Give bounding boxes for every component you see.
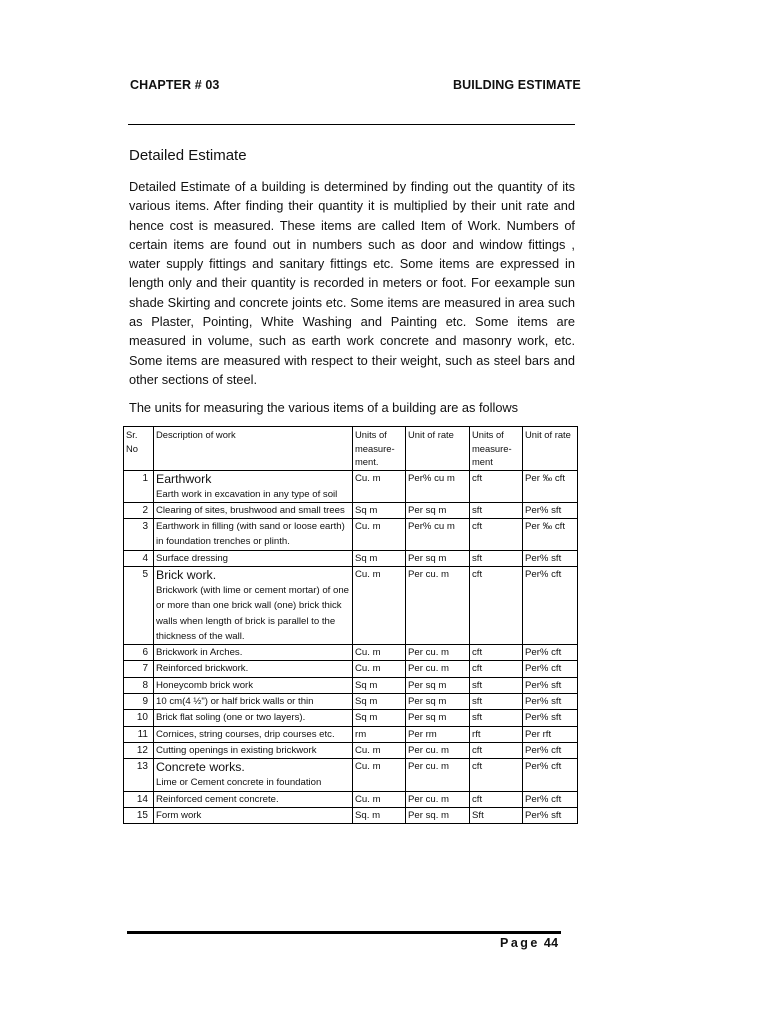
item-description: Surface dressing xyxy=(156,552,228,564)
cell-sr-no: 9 xyxy=(124,694,154,710)
table-row xyxy=(124,742,578,758)
cell-description xyxy=(154,550,353,566)
table-header-row xyxy=(124,427,578,471)
item-description: 10 cm(4 ½") or half brick walls or thin xyxy=(156,696,314,708)
page-label: Page xyxy=(500,936,540,950)
cell-rate-imperial: Per% cft xyxy=(523,645,578,661)
cell-rate-imperial: Per% cft xyxy=(523,742,578,758)
item-description: Brickwork (with lime or cement mortar) of one or more than one brick wall (one) brick thick walls when length of brick is parallel to the thickness of the wall. xyxy=(156,584,349,642)
cell-unit-metric: Sq m xyxy=(353,677,406,693)
cell-unit-imperial: sft xyxy=(470,694,523,710)
cell-sr-no: 11 xyxy=(124,726,154,742)
cell-unit-metric: Sq m xyxy=(353,550,406,566)
item-description: Earth work in excavation in any type of soil xyxy=(156,488,338,500)
cell-rate-imperial: Per ‰ cft xyxy=(523,470,578,502)
cell-rate-metric: Per cu. m xyxy=(406,661,470,677)
cell-unit-metric: Sq m xyxy=(353,694,406,710)
cell-rate-imperial: Per% sft xyxy=(523,502,578,518)
cell-rate-imperial: Per% sft xyxy=(523,677,578,693)
cell-sr-no: 12 xyxy=(124,742,154,758)
cell-unit-imperial: sft xyxy=(470,550,523,566)
cell-unit-metric: Cu. m xyxy=(353,742,406,758)
cell-rate-metric: Per sq m xyxy=(406,550,470,566)
cell-unit-metric: Cu. m xyxy=(353,519,406,551)
document-title: BUILDING ESTIMATE xyxy=(453,78,581,92)
cell-rate-metric: Per rm xyxy=(406,726,470,742)
cell-description xyxy=(154,645,353,661)
cell-rate-imperial: Per ‰ cft xyxy=(523,519,578,551)
cell-rate-imperial: Per% cft xyxy=(523,759,578,791)
cell-description xyxy=(154,807,353,823)
cell-unit-imperial: sft xyxy=(470,677,523,693)
cell-rate-metric: Per cu. m xyxy=(406,645,470,661)
table-row xyxy=(124,470,578,502)
table-row xyxy=(124,791,578,807)
cell-rate-metric: Per cu. m xyxy=(406,566,470,644)
cell-sr-no: 15 xyxy=(124,807,154,823)
cell-unit-metric: Cu. m xyxy=(353,661,406,677)
table-row xyxy=(124,519,578,551)
header-cell-rate-imperial: Unit of rate xyxy=(523,427,578,471)
cell-sr-no: 4 xyxy=(124,550,154,566)
cell-rate-metric: Per% cu m xyxy=(406,519,470,551)
cell-rate-imperial: Per% sft xyxy=(523,710,578,726)
page-number-value: 44 xyxy=(543,936,559,950)
cell-unit-metric: Sq m xyxy=(353,710,406,726)
cell-rate-imperial: Per% sft xyxy=(523,550,578,566)
cell-description xyxy=(154,791,353,807)
item-description: Earthwork in filling (with sand or loose earth) in foundation trenches or plinth. xyxy=(156,521,345,548)
table-row xyxy=(124,807,578,823)
section-title: Detailed Estimate xyxy=(129,147,247,164)
footer-rule xyxy=(127,931,561,934)
cell-rate-metric: Per sq. m xyxy=(406,807,470,823)
cell-rate-metric: Per cu. m xyxy=(406,759,470,791)
table-row xyxy=(124,710,578,726)
cell-description xyxy=(154,470,353,502)
cell-rate-imperial: Per% cft xyxy=(523,566,578,644)
item-heading: Brick work. xyxy=(156,567,217,582)
cell-rate-metric: Per cu. m xyxy=(406,791,470,807)
cell-unit-metric: Sq. m xyxy=(353,807,406,823)
cell-sr-no: 2 xyxy=(124,502,154,518)
cell-unit-imperial: rft xyxy=(470,726,523,742)
table-row xyxy=(124,502,578,518)
cell-unit-imperial: Sft xyxy=(470,807,523,823)
cell-description xyxy=(154,519,353,551)
cell-sr-no: 1 xyxy=(124,470,154,502)
cell-sr-no: 10 xyxy=(124,710,154,726)
header-cell-units-metric: Units of measure-ment. xyxy=(353,427,406,471)
cell-rate-imperial: Per% cft xyxy=(523,791,578,807)
cell-unit-imperial: sft xyxy=(470,710,523,726)
cell-rate-imperial: Per% sft xyxy=(523,694,578,710)
item-description: Clearing of sites, brushwood and small trees xyxy=(156,504,345,516)
cell-rate-metric: Per sq m xyxy=(406,710,470,726)
cell-unit-imperial: cft xyxy=(470,519,523,551)
cell-unit-imperial: cft xyxy=(470,566,523,644)
cell-rate-metric: Per% cu m xyxy=(406,470,470,502)
cell-unit-metric: Cu. m xyxy=(353,759,406,791)
cell-unit-metric: Sq m xyxy=(353,502,406,518)
item-heading: Earthwork xyxy=(156,471,212,486)
cell-description xyxy=(154,726,353,742)
item-description: Brickwork in Arches. xyxy=(156,647,243,659)
page-number xyxy=(500,936,558,950)
cell-unit-metric: Cu. m xyxy=(353,470,406,502)
cell-sr-no: 13 xyxy=(124,759,154,791)
table-row xyxy=(124,726,578,742)
body-paragraph: Detailed Estimate of a building is determined by finding out the quantity of its various items. After finding their quantity it is multiplied by their unit rate and hence cost is measured. These items are called Item of Work. Numbers of certain items are found out in numbers such as door and window fittings , water supply fittings and sanitary fittings etc. Some items are expressed in length only and their quantity is recorded in meters or foot. For eexample sun shade Skirting and concrete joints etc. Some items are measured in area such as Plaster, Pointing, White Washing and Painting etc. Some items are measured in volume, such as earth work concrete and masonry work, etc. Some items are measured with respect to their weight, such as steel bars and other sections of steel. xyxy=(129,179,575,387)
table-row xyxy=(124,550,578,566)
cell-sr-no: 8 xyxy=(124,677,154,693)
cell-sr-no: 6 xyxy=(124,645,154,661)
cell-unit-metric: Cu. m xyxy=(353,645,406,661)
cell-sr-no: 14 xyxy=(124,791,154,807)
table-row xyxy=(124,661,578,677)
cell-rate-imperial: Per% sft xyxy=(523,807,578,823)
header-cell-rate-metric: Unit of rate xyxy=(406,427,470,471)
cell-unit-imperial: cft xyxy=(470,645,523,661)
header-divider xyxy=(128,124,575,125)
cell-unit-imperial: cft xyxy=(470,470,523,502)
header-cell-units-imperial: Units of measure-ment xyxy=(470,427,523,471)
cell-sr-no: 3 xyxy=(124,519,154,551)
cell-rate-metric: Per sq m xyxy=(406,677,470,693)
item-description: Form work xyxy=(156,809,202,821)
cell-unit-imperial: cft xyxy=(470,791,523,807)
table-row xyxy=(124,645,578,661)
cell-description xyxy=(154,677,353,693)
item-description: Cornices, string courses, drip courses etc. xyxy=(156,728,335,740)
item-description: Cutting openings in existing brickwork xyxy=(156,744,317,756)
chapter-label: CHAPTER # 03 xyxy=(130,78,220,92)
cell-rate-imperial: Per rft xyxy=(523,726,578,742)
cell-description xyxy=(154,759,353,791)
cell-description xyxy=(154,566,353,644)
cell-description xyxy=(154,694,353,710)
cell-unit-metric: Cu. m xyxy=(353,566,406,644)
item-description: Lime or Cement concrete in foundation xyxy=(156,777,322,789)
cell-rate-metric: Per sq m xyxy=(406,694,470,710)
table-row xyxy=(124,566,578,644)
item-description: Honeycomb brick work xyxy=(156,679,254,691)
cell-unit-imperial: sft xyxy=(470,502,523,518)
item-description: Brick flat soling (one or two layers). xyxy=(156,712,306,724)
cell-description xyxy=(154,502,353,518)
table-row xyxy=(124,759,578,791)
units-table xyxy=(123,426,578,824)
cell-sr-no: 5 xyxy=(124,566,154,644)
table-row xyxy=(124,677,578,693)
cell-unit-metric: Cu. m xyxy=(353,791,406,807)
cell-description xyxy=(154,742,353,758)
table-intro: The units for measuring the various items of a building are as follows xyxy=(129,400,519,415)
cell-rate-metric: Per cu. m xyxy=(406,742,470,758)
cell-sr-no: 7 xyxy=(124,661,154,677)
table-row xyxy=(124,694,578,710)
cell-description xyxy=(154,710,353,726)
item-description: Reinforced cement concrete. xyxy=(156,793,279,805)
cell-unit-imperial: cft xyxy=(470,742,523,758)
item-heading: Concrete works. xyxy=(156,760,245,775)
cell-unit-metric: rm xyxy=(353,726,406,742)
cell-unit-imperial: cft xyxy=(470,661,523,677)
item-description: Reinforced brickwork. xyxy=(156,663,249,675)
cell-rate-imperial: Per% cft xyxy=(523,661,578,677)
cell-description xyxy=(154,661,353,677)
cell-unit-imperial: cft xyxy=(470,759,523,791)
header-cell-description: Description of work xyxy=(154,427,353,471)
header-cell-sr-no: Sr. No xyxy=(124,427,154,471)
cell-rate-metric: Per sq m xyxy=(406,502,470,518)
